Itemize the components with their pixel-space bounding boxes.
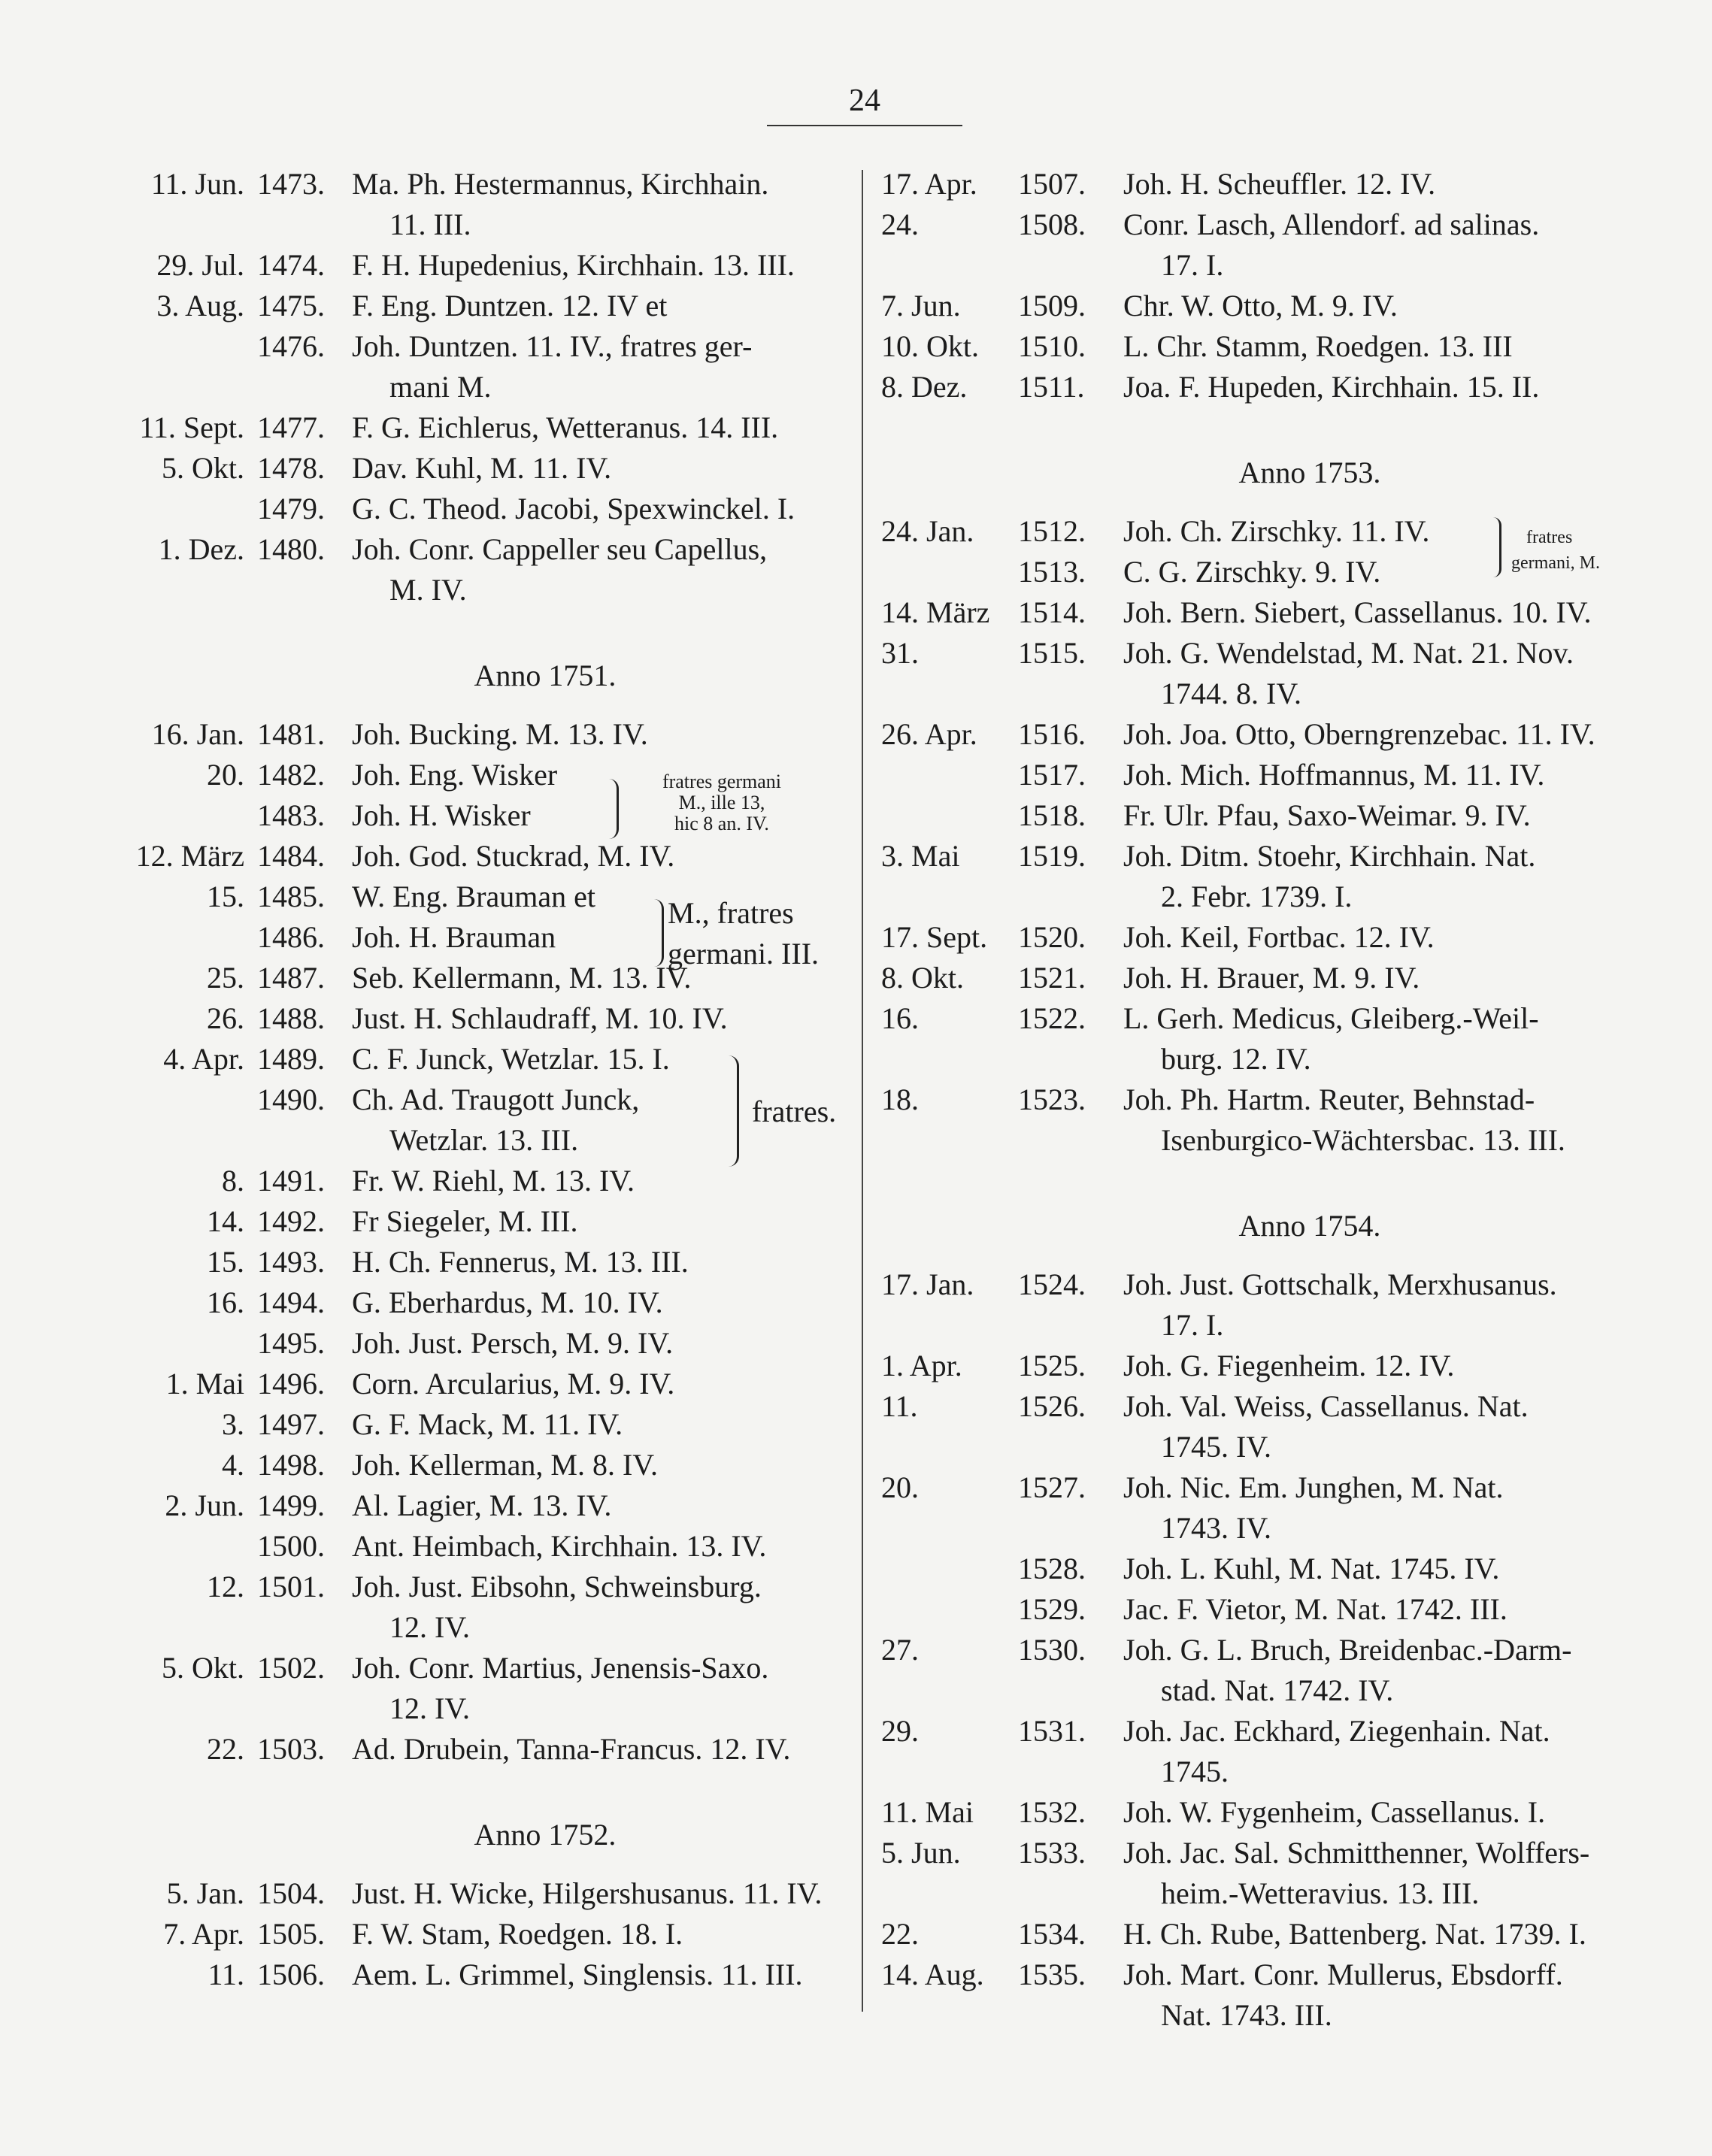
entry-text: Joh. Ch. Zirschky. 11. IV.: [1123, 514, 1430, 548]
entry-date: 7. Jun.: [881, 289, 961, 322]
zirschky-brace: [1493, 517, 1501, 577]
register-entry: [120, 407, 857, 448]
entry-date: 2. Jun.: [165, 1488, 244, 1522]
entry-text: F. W. Stam, Roedgen. 18. I.: [352, 1917, 683, 1951]
entry-number: 1526.: [1018, 1389, 1086, 1423]
entry-text-continuation: 1744. 8. IV.: [1161, 677, 1302, 710]
entry-number: 1533.: [1018, 1836, 1086, 1870]
entry-text: Joh. L. Kuhl, M. Nat. 1745. IV.: [1123, 1552, 1500, 1585]
entry-text: G. C. Theod. Jacobi, Spexwinckel. I.: [352, 492, 795, 525]
register-entry: [120, 245, 857, 286]
entry-number: 1535.: [1018, 1958, 1086, 1991]
register-entry: [120, 1729, 857, 1770]
entry-text-continuation: burg. 12. IV.: [1161, 1042, 1311, 1076]
entry-text: H. Ch. Fennerus, M. 13. III.: [352, 1245, 689, 1279]
page-number: 24: [849, 83, 880, 118]
register-entry: [881, 998, 1618, 1080]
entry-number: 1519.: [1018, 839, 1086, 873]
entry-number: 1505.: [257, 1917, 325, 1951]
entry-text: F. H. Hupedenius, Kirchhain. 13. III.: [352, 248, 795, 282]
register-entry: [881, 1589, 1618, 1630]
entry-date: 8. Dez.: [881, 370, 968, 404]
entry-date: 5. Jan.: [166, 1876, 244, 1910]
wisker-fratres-note: [624, 771, 820, 834]
entry-date: 12.: [207, 1570, 244, 1603]
register-entry: [881, 286, 1618, 326]
entry-text: Joh. Joa. Otto, Oberngrenzebac. 11. IV.: [1123, 717, 1595, 751]
entry-text: Conr. Lasch, Allendorf. ad salinas.: [1123, 207, 1540, 241]
entry-number: 1481.: [257, 717, 325, 751]
entry-date: 29. Jul.: [156, 248, 244, 282]
register-entry: [881, 633, 1618, 714]
entry-number: 1517.: [1018, 758, 1086, 792]
register-entry: [120, 448, 857, 489]
entry-date: 15.: [207, 1245, 244, 1279]
entry-date: 15.: [207, 880, 244, 913]
entry-date: 27.: [881, 1633, 919, 1667]
entry-number: 1521.: [1018, 961, 1086, 995]
entry-date: 17. Jan.: [881, 1267, 974, 1301]
note-line: fratres germani: [662, 771, 782, 792]
entry-number: 1483.: [257, 798, 325, 832]
entry-text-continuation: Isenburgico-Wächtersbac. 13. III.: [1161, 1123, 1565, 1157]
entry-number: 1489.: [257, 1042, 325, 1076]
entry-text: Joh. Val. Weiss, Cassellanus. Nat.: [1123, 1389, 1529, 1423]
entry-date: 11.: [881, 1389, 918, 1423]
entry-text: Joh. H. Brauman: [352, 920, 556, 954]
entry-text: Joh. Eng. Wisker: [352, 758, 558, 792]
entry-text: Dav. Kuhl, M. 11. IV.: [352, 451, 612, 485]
entry-date: 29.: [881, 1714, 919, 1748]
entry-text-continuation: Nat. 1743. III.: [1161, 1998, 1332, 2032]
entry-date: 25.: [207, 961, 244, 995]
entry-number: 1497.: [257, 1407, 325, 1441]
entry-date: 4.: [222, 1448, 244, 1482]
entry-text-continuation: heim.-Wetteravius. 13. III.: [1161, 1876, 1480, 1910]
year-heading: Anno 1754.: [1238, 1209, 1381, 1243]
entry-text: Joh. Nic. Em. Junghen, M. Nat.: [1123, 1470, 1504, 1504]
year-heading: Anno 1752.: [474, 1818, 617, 1852]
entry-date: 20.: [881, 1470, 919, 1504]
entry-text-continuation: Wetzlar. 13. III.: [389, 1123, 579, 1157]
entry-date: 22.: [207, 1732, 244, 1766]
entry-number: 1512.: [1018, 514, 1086, 548]
entry-date: 26. Apr.: [881, 717, 977, 751]
note-line: germani. III.: [668, 937, 820, 971]
entry-number: 1516.: [1018, 717, 1086, 751]
entry-number: 1523.: [1018, 1083, 1086, 1116]
entry-date: 5. Jun.: [881, 1836, 961, 1870]
entry-text: Joh. Ditm. Stoehr, Kirchhain. Nat.: [1123, 839, 1536, 873]
entry-date: 22.: [881, 1917, 919, 1951]
entry-text: G. Eberhardus, M. 10. IV.: [352, 1285, 663, 1319]
entry-number: 1518.: [1018, 798, 1086, 832]
entry-text: Joh. Kellerman, M. 8. IV.: [352, 1448, 658, 1482]
entry-date: 3.: [222, 1407, 244, 1441]
entry-text: Joh. Keil, Fortbac. 12. IV.: [1123, 920, 1435, 954]
register-entry: [881, 367, 1618, 407]
entry-date: 8. Okt.: [881, 961, 964, 995]
register-entry: [881, 592, 1618, 633]
entry-number: 1530.: [1018, 1633, 1086, 1667]
entry-text: Joh. G. L. Bruch, Breidenbac.-Darm-: [1123, 1633, 1572, 1667]
note-line: hic 8 an. IV.: [674, 813, 769, 834]
entry-text-continuation: stad. Nat. 1742. IV.: [1161, 1673, 1394, 1707]
junck-brace: [728, 1055, 739, 1167]
entry-date: 1. Apr.: [881, 1349, 962, 1382]
register-entry: [120, 836, 857, 877]
entry-text: Joh. Jac. Eckhard, Ziegenhain. Nat.: [1123, 1714, 1550, 1748]
entry-number: 1477.: [257, 410, 325, 444]
entry-number: 1534.: [1018, 1917, 1086, 1951]
entry-number: 1496.: [257, 1367, 325, 1400]
entry-text-continuation: 11. III.: [389, 207, 471, 241]
register-entry: [881, 1914, 1618, 1955]
register-entry: [881, 1386, 1618, 1467]
entry-number: 1476.: [257, 329, 325, 363]
register-entry: [881, 552, 1618, 592]
entry-date: 14. Aug.: [881, 1958, 984, 1991]
register-entry: [881, 164, 1618, 204]
entry-text-continuation: mani M.: [389, 370, 492, 404]
register-entry: [881, 1711, 1618, 1792]
entry-text: Joh. Conr. Martius, Jenensis-Saxo.: [352, 1651, 769, 1685]
entry-text: Joh. Bern. Siebert, Cassellanus. 10. IV.: [1123, 595, 1592, 629]
entry-date: 1. Mai: [165, 1367, 244, 1400]
entry-number: 1524.: [1018, 1267, 1086, 1301]
entry-number: 1486.: [257, 920, 325, 954]
entry-number: 1490.: [257, 1083, 325, 1116]
register-entry: [120, 1039, 857, 1080]
entry-number: 1504.: [257, 1876, 325, 1910]
entry-text: C. F. Junck, Wetzlar. 15. I.: [352, 1042, 670, 1076]
entry-text: Corn. Arcularius, M. 9. IV.: [352, 1367, 675, 1400]
junck-fratres-note: fratres.: [752, 1095, 837, 1128]
entry-text-continuation: 17. I.: [1161, 1308, 1224, 1342]
entry-text-continuation: 1745. IV.: [1161, 1430, 1272, 1464]
entry-date: 31.: [881, 636, 919, 670]
year-heading: Anno 1753.: [1238, 456, 1381, 489]
entry-date: 11.: [208, 1958, 244, 1991]
register-entry: [881, 1346, 1618, 1386]
entry-number: 1502.: [257, 1651, 325, 1685]
register-entry: [120, 1567, 857, 1648]
entry-text: Jac. F. Vietor, M. Nat. 1742. III.: [1123, 1592, 1507, 1626]
note-line: M., ille 13,: [678, 792, 765, 813]
entry-text: Joh. Jac. Sal. Schmitthenner, Wolffers-: [1123, 1836, 1590, 1870]
entry-number: 1478.: [257, 451, 325, 485]
entry-number: 1529.: [1018, 1592, 1086, 1626]
register-entry: [120, 1648, 857, 1729]
brauman-fratres-note: [668, 893, 863, 974]
register-entry: [120, 1364, 857, 1404]
register-entry: [881, 1833, 1618, 1914]
entry-text-continuation: 1745.: [1161, 1755, 1229, 1788]
entry-number: 1520.: [1018, 920, 1086, 954]
register-entry: [120, 1404, 857, 1445]
entry-number: 1491.: [257, 1164, 325, 1198]
register-entry: [120, 1323, 857, 1364]
register-entry: [881, 1264, 1618, 1346]
entry-date: 10. Okt.: [881, 329, 979, 363]
entry-text: L. Chr. Stamm, Roedgen. 13. III: [1123, 329, 1513, 363]
entry-text: Joh. H. Wisker: [352, 798, 531, 832]
entry-text: Al. Lagier, M. 13. IV.: [352, 1488, 612, 1522]
register-entry: [881, 714, 1618, 755]
entry-number: 1495.: [257, 1326, 325, 1360]
entry-text-continuation: M. IV.: [389, 573, 467, 607]
register-entry: [120, 164, 857, 245]
entry-text: F. G. Eichlerus, Wetteranus. 14. III.: [352, 410, 779, 444]
register-entry: [881, 1549, 1618, 1589]
page-number-rule: [767, 125, 962, 126]
entry-text: Chr. W. Otto, M. 9. IV.: [1123, 289, 1398, 322]
entry-text: Fr. W. Riehl, M. 13. IV.: [352, 1164, 635, 1198]
entry-number: 1474.: [257, 248, 325, 282]
entry-number: 1500.: [257, 1529, 325, 1563]
year-heading: Anno 1751.: [474, 659, 617, 692]
register-entry: [120, 1242, 857, 1282]
register-entry: [120, 1914, 857, 1955]
entry-number: 1515.: [1018, 636, 1086, 670]
register-entry: [120, 1080, 857, 1161]
entry-date: 11. Mai: [881, 1795, 974, 1829]
entry-text: W. Eng. Brauman et: [352, 880, 596, 913]
entry-text: Seb. Kellermann, M. 13. IV.: [352, 961, 692, 995]
register-entry: [881, 958, 1618, 998]
register-entry: [881, 836, 1618, 917]
register-entry: [881, 326, 1618, 367]
entry-number: 1528.: [1018, 1552, 1086, 1585]
entry-text: Joh. G. Wendelstad, M. Nat. 21. Nov.: [1123, 636, 1574, 670]
zirschky-fratres-note: [1511, 525, 1617, 576]
entry-number: 1513.: [1018, 555, 1086, 589]
entry-number: 1501.: [257, 1570, 325, 1603]
register-entry: [881, 1792, 1618, 1833]
entry-date: 26.: [207, 1001, 244, 1035]
register-entry: [120, 998, 857, 1039]
entry-date: 12. März: [135, 839, 244, 873]
entry-text: Just. H. Schlaudraff, M. 10. IV.: [352, 1001, 728, 1035]
entry-date: 1. Dez.: [158, 532, 244, 566]
entry-text: Joh. H. Brauer, M. 9. IV.: [1123, 961, 1420, 995]
entry-number: 1480.: [257, 532, 325, 566]
entry-date: 24.: [881, 207, 919, 241]
entry-text: Joh. W. Fygenheim, Cassellanus. I.: [1123, 1795, 1546, 1829]
register-entry: [881, 795, 1618, 836]
entry-text: Fr. Ulr. Pfau, Saxo-Weimar. 9. IV.: [1123, 798, 1531, 832]
entry-date: 14.: [207, 1204, 244, 1238]
entry-date: 3. Aug.: [156, 289, 244, 322]
entry-date: 14. März: [881, 595, 990, 629]
register-entry: [881, 1080, 1618, 1161]
entry-number: 1527.: [1018, 1470, 1086, 1504]
entry-date: 8.: [222, 1164, 244, 1198]
entry-number: 1507.: [1018, 167, 1086, 201]
entry-number: 1508.: [1018, 207, 1086, 241]
brauman-brace: [654, 899, 664, 967]
entry-number: 1525.: [1018, 1349, 1086, 1382]
entry-text: Joh. Just. Eibsohn, Schweinsburg.: [352, 1570, 762, 1603]
entry-date: 5. Okt.: [162, 1651, 244, 1685]
register-entry: [881, 204, 1618, 286]
entry-number: 1499.: [257, 1488, 325, 1522]
entry-text: F. Eng. Duntzen. 12. IV et: [352, 289, 668, 322]
register-entry: [120, 1526, 857, 1567]
entry-text: Joh. Bucking. M. 13. IV.: [352, 717, 648, 751]
entry-number: 1531.: [1018, 1714, 1086, 1748]
entry-text-continuation: 1743. IV.: [1161, 1511, 1272, 1545]
entry-date: 16. Jan.: [151, 717, 244, 751]
entry-number: 1510.: [1018, 329, 1086, 363]
register-entry: [120, 714, 857, 755]
entry-text: Ch. Ad. Traugott Junck,: [352, 1083, 640, 1116]
entry-text: Fr Siegeler, M. III.: [352, 1204, 578, 1238]
entry-date: 11. Sept.: [139, 410, 244, 444]
entry-number: 1479.: [257, 492, 325, 525]
entry-text-continuation: 17. I.: [1161, 248, 1224, 282]
entry-date: 17. Sept.: [881, 920, 988, 954]
entry-text-continuation: 12. IV.: [389, 1610, 471, 1644]
entry-number: 1494.: [257, 1285, 325, 1319]
entry-number: 1487.: [257, 961, 325, 995]
entry-number: 1493.: [257, 1245, 325, 1279]
entry-text: Joh. Mart. Conr. Mullerus, Ebsdorff.: [1123, 1958, 1563, 1991]
register-entry: [881, 1955, 1618, 2036]
register-entry: [120, 1485, 857, 1526]
entry-number: 1488.: [257, 1001, 325, 1035]
entry-text: Joh. G. Fiegenheim. 12. IV.: [1123, 1349, 1455, 1382]
entry-text: Joh. Ph. Hartm. Reuter, Behnstad-: [1123, 1083, 1535, 1116]
left-column: [120, 164, 857, 1995]
register-entry: [881, 755, 1618, 795]
entry-number: 1506.: [257, 1958, 325, 1991]
register-entry: [881, 1467, 1618, 1549]
register-entry: [120, 1282, 857, 1323]
entry-text: Ma. Ph. Hestermannus, Kirchhain.: [352, 167, 769, 201]
register-entry: [120, 326, 857, 407]
register-entry: [120, 1445, 857, 1485]
entry-number: 1522.: [1018, 1001, 1086, 1035]
entry-text-continuation: 12. IV.: [389, 1691, 471, 1725]
register-entry: [120, 286, 857, 326]
entry-text: Joh. Conr. Cappeller seu Capellus,: [352, 532, 768, 566]
entry-text: Joh. Just. Persch, M. 9. IV.: [352, 1326, 674, 1360]
entry-number: 1509.: [1018, 289, 1086, 322]
entry-date: 4. Apr.: [163, 1042, 244, 1076]
entry-text: Joh. Duntzen. 11. IV., fratres ger-: [352, 329, 753, 363]
entry-date: 16.: [207, 1285, 244, 1319]
entry-text: Ant. Heimbach, Kirchhain. 13. IV.: [352, 1529, 767, 1563]
register-entry: [120, 1873, 857, 1914]
register-entry: [881, 511, 1618, 552]
entry-date: 16.: [881, 1001, 919, 1035]
right-column: [881, 164, 1618, 2036]
entry-number: 1511.: [1018, 370, 1085, 404]
entry-text: Joh. Just. Gottschalk, Merxhusanus.: [1123, 1267, 1557, 1301]
note-line: M., fratres: [668, 896, 794, 930]
entry-number: 1473.: [257, 167, 325, 201]
entry-date: 3. Mai: [881, 839, 960, 873]
entry-date: 20.: [207, 758, 244, 792]
entry-number: 1514.: [1018, 595, 1086, 629]
entry-text: Ad. Drubein, Tanna-Francus. 12. IV.: [352, 1732, 791, 1766]
entry-text: Aem. L. Grimmel, Singlensis. 11. III.: [352, 1958, 803, 1991]
note-line: fratres: [1526, 528, 1573, 547]
entry-number: 1498.: [257, 1448, 325, 1482]
register-entry: [120, 489, 857, 529]
register-entry: [881, 917, 1618, 958]
register-entry: [881, 1630, 1618, 1711]
entry-number: 1484.: [257, 839, 325, 873]
entry-number: 1475.: [257, 289, 325, 322]
entry-date: 7. Apr.: [163, 1917, 244, 1951]
entry-number: 1492.: [257, 1204, 325, 1238]
entry-number: 1485.: [257, 880, 325, 913]
note-line: germani, M.: [1511, 553, 1600, 573]
entry-date: 18.: [881, 1083, 919, 1116]
register-entry: [120, 1955, 857, 1995]
entry-number: 1482.: [257, 758, 325, 792]
entry-text-continuation: 2. Febr. 1739. I.: [1161, 880, 1353, 913]
entry-text: Just. H. Wicke, Hilgershusanus. 11. IV.: [352, 1876, 823, 1910]
entry-text: Joh. Mich. Hoffmannus, M. 11. IV.: [1123, 758, 1545, 792]
entry-text: Joh. God. Stuckrad, M. IV.: [352, 839, 675, 873]
entry-number: 1503.: [257, 1732, 325, 1766]
entry-date: 11. Jun.: [150, 167, 244, 201]
entry-text: L. Gerh. Medicus, Gleiberg.-Weil-: [1123, 1001, 1539, 1035]
entry-date: 17. Apr.: [881, 167, 977, 201]
register-entry: [120, 1161, 857, 1201]
register-entry: [120, 529, 857, 610]
column-divider: [862, 170, 863, 2012]
entry-text: C. G. Zirschky. 9. IV.: [1123, 555, 1381, 589]
entry-text: G. F. Mack, M. 11. IV.: [352, 1407, 623, 1441]
wisker-brace: [609, 779, 619, 839]
entry-text: H. Ch. Rube, Battenberg. Nat. 1739. I.: [1123, 1917, 1586, 1951]
entry-number: 1532.: [1018, 1795, 1086, 1829]
entry-text: Joa. F. Hupeden, Kirchhain. 15. II.: [1123, 370, 1540, 404]
register-entry: [120, 1201, 857, 1242]
entry-date: 24. Jan.: [881, 514, 974, 548]
entry-date: 5. Okt.: [162, 451, 244, 485]
entry-text: Joh. H. Scheuffler. 12. IV.: [1123, 167, 1436, 201]
